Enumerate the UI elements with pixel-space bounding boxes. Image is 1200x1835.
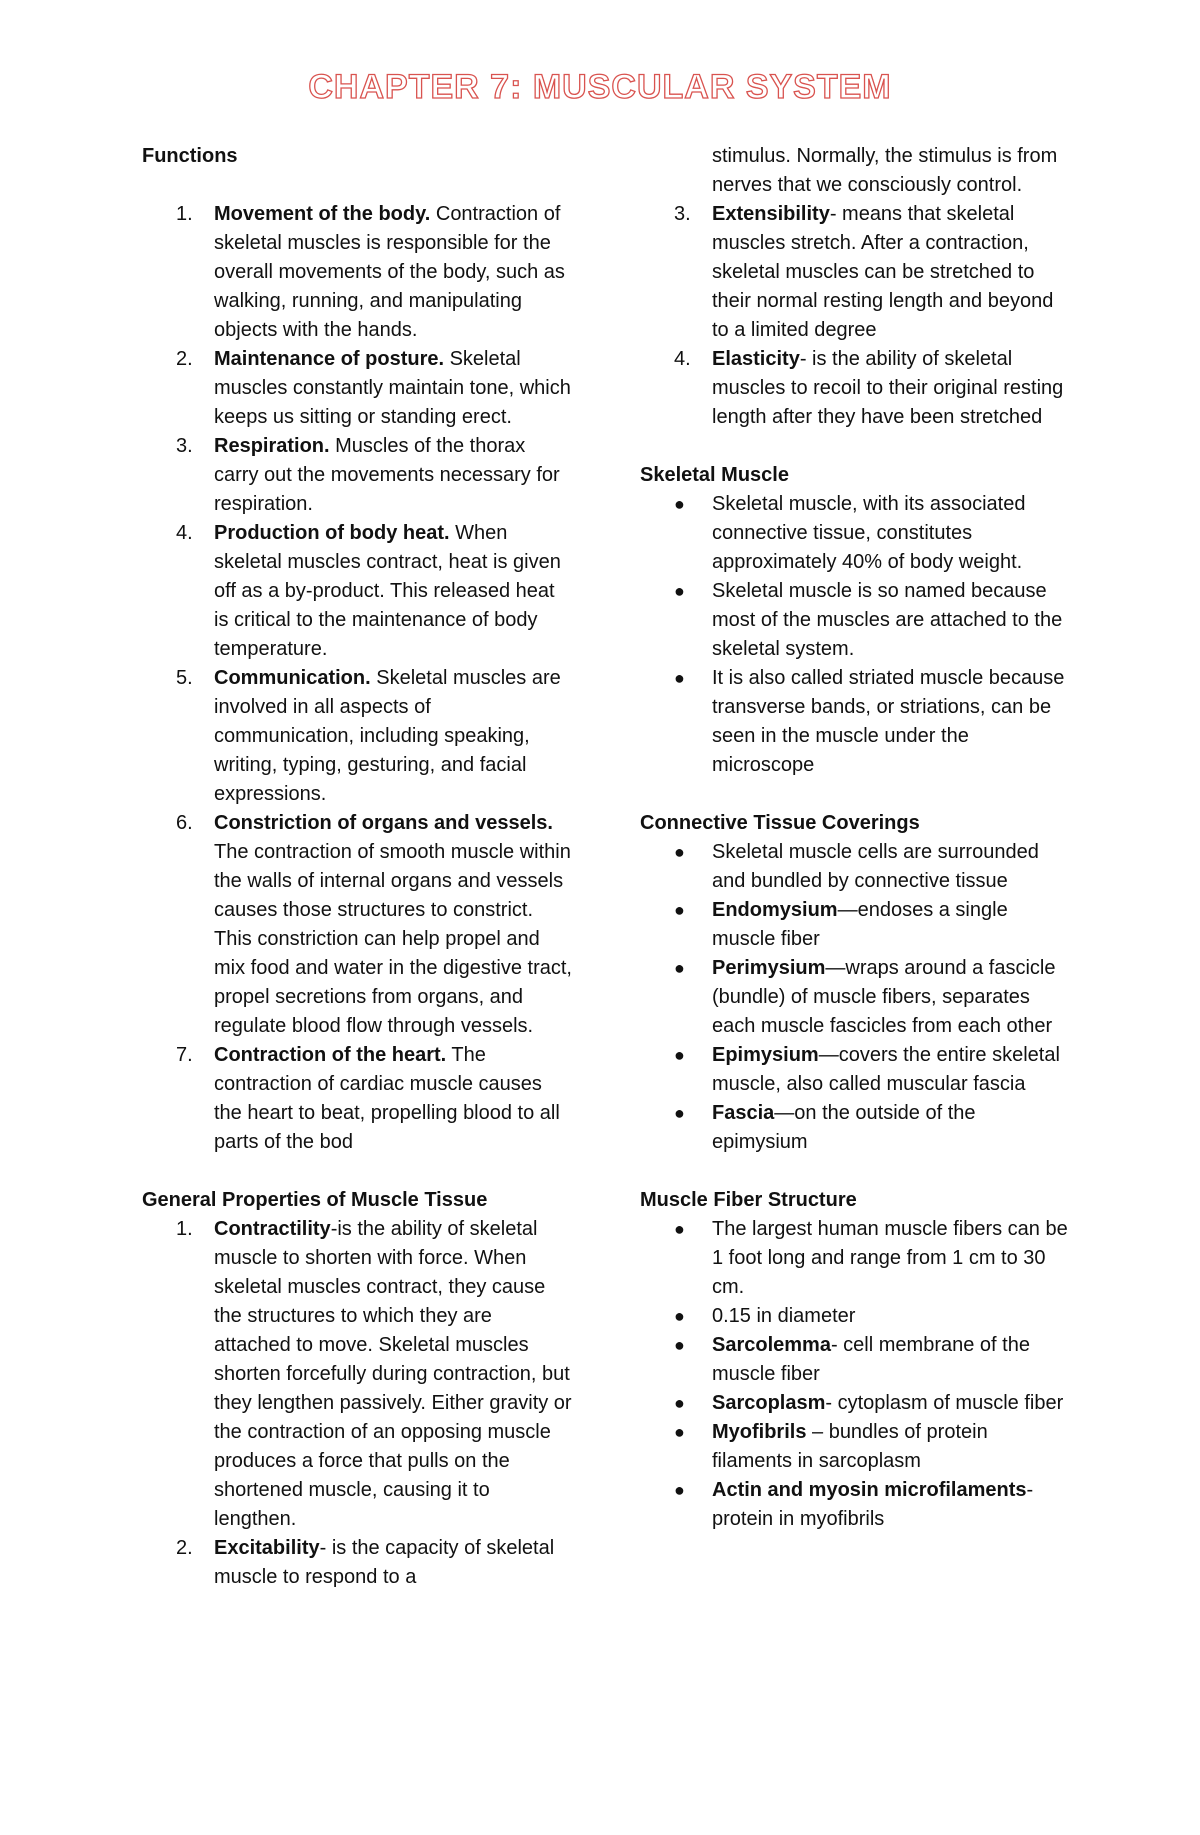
bullet-icon: ● xyxy=(674,1219,685,1239)
list-item: ● The largest human muscle fibers can be 1 foot long and range from 1 cm to 30 cm. xyxy=(640,1215,1070,1302)
list-item: 4. Production of body heat. When skeletal muscles contract, heat is given off as a by-product. This released heat is critical to the maintenance of body temperature. xyxy=(176,522,561,660)
functions-list xyxy=(142,200,572,1157)
list-item: 2. Excitability- is the capacity of skeletal muscle to respond to a xyxy=(176,1537,555,1588)
fiber-heading: Muscle Fiber Structure xyxy=(640,1189,857,1211)
properties-continuation: stimulus. Normally, the stimulus is from nerves that we consciously control. xyxy=(712,145,1058,196)
list-item: 3. Respiration. Muscles of the thorax carry out the movements necessary for respiration. xyxy=(176,435,560,515)
list-item: 1. Contractility-is the ability of skeletal muscle to shorten with force. When skeletal muscles contract, they cause the structures to which they are attached to move. Skeletal muscles shorten forcefully during contraction, but they lengthen passively. Either gravity or the contraction of an opposing muscle produces a force that pulls on the shortened muscle, causing it to lengthen. xyxy=(176,1218,572,1530)
list-item: 7. Contraction of the heart. The contraction of cardiac muscle causes the heart to beat, propelling blood to all parts of the bod xyxy=(176,1044,560,1153)
list-item: ● Actin and myosin microfilaments- protein in myofibrils xyxy=(640,1476,1070,1534)
connective-list xyxy=(640,838,1070,1157)
list-item: ● It is also called striated muscle because transverse bands, or striations, can be seen in the muscle under the microscope xyxy=(640,664,1070,780)
list-item: 3. Extensibility- means that skeletal muscles stretch. After a contraction, skeletal muscles can be stretched to their normal resting length and beyond to a limited degree xyxy=(674,203,1054,341)
bullet-icon: ● xyxy=(674,900,685,920)
list-item: ● Skeletal muscle cells are surrounded and bundled by connective tissue xyxy=(640,838,1070,896)
bullet-icon: ● xyxy=(674,1103,685,1123)
list-item: ● Sarcolemma- cell membrane of the muscle fiber xyxy=(640,1331,1070,1389)
list-item: ● Sarcoplasm- cytoplasm of muscle fiber xyxy=(640,1389,1070,1418)
properties-list-cont xyxy=(640,200,1070,432)
skeletal-heading: Skeletal Muscle xyxy=(640,464,789,486)
list-item: ● Perimysium—wraps around a fascicle (bundle) of muscle fibers, separates each muscle fascicles from each other xyxy=(640,954,1070,1041)
list-item: 1. Movement of the body. Contraction of skeletal muscles is responsible for the overall movements of the body, such as walking, running, and manipulating objects with the hands. xyxy=(176,203,565,341)
list-item: ● Endomysium—endoses a single muscle fiber xyxy=(640,896,1070,954)
bullet-icon: ● xyxy=(674,668,685,688)
connective-heading: Connective Tissue Coverings xyxy=(640,812,920,834)
properties-heading: General Properties of Muscle Tissue xyxy=(142,1189,488,1211)
bullet-icon: ● xyxy=(674,1335,685,1355)
functions-heading: Functions xyxy=(142,145,238,167)
bullet-icon: ● xyxy=(674,1422,685,1442)
right-column xyxy=(640,142,1070,1534)
properties-list xyxy=(142,1215,572,1592)
list-item: ● Skeletal muscle is so named because most of the muscles are attached to the skeletal system. xyxy=(640,577,1070,664)
bullet-icon: ● xyxy=(674,1480,685,1500)
list-item: 2. Maintenance of posture. Skeletal muscles constantly maintain tone, which keeps us sitting or standing erect. xyxy=(176,348,571,428)
bullet-icon: ● xyxy=(674,1393,685,1413)
bullet-icon: ● xyxy=(674,1306,685,1326)
skeletal-list xyxy=(640,490,1070,780)
bullet-icon: ● xyxy=(674,581,685,601)
bullet-icon: ● xyxy=(674,494,685,514)
list-item: ● Myofibrils – bundles of protein filaments in sarcoplasm xyxy=(640,1418,1070,1476)
fiber-list xyxy=(640,1215,1070,1534)
list-item: 5. Communication. Skeletal muscles are involved in all aspects of communication, including speaking, writing, typing, gesturing, and facial expressions. xyxy=(176,667,561,805)
list-item: 4. Elasticity- is the ability of skeletal muscles to recoil to their original resting length after they have been stretched xyxy=(674,348,1064,428)
list-item: 6. Constriction of organs and vessels. The contraction of smooth muscle within the walls of internal organs and vessels causes those structures to constrict. This constriction can help propel and mix food and water in the digestive tract, propel secretions from organs, and regulate blood flow through vessels. xyxy=(176,812,572,1037)
list-item: ● Fascia—on the outside of the epimysium xyxy=(640,1099,1070,1157)
bullet-icon: ● xyxy=(674,958,685,978)
list-item: ● Skeletal muscle, with its associated connective tissue, constitutes approximately 40% of body weight. xyxy=(640,490,1070,577)
page-title: CHAPTER 7: MUSCULAR SYSTEM xyxy=(308,68,892,106)
bullet-icon: ● xyxy=(674,842,685,862)
list-item: ● 0.15 in diameter xyxy=(640,1302,1070,1331)
left-column xyxy=(142,142,572,1592)
list-item: ● Epimysium—covers the entire skeletal muscle, also called muscular fascia xyxy=(640,1041,1070,1099)
bullet-icon: ● xyxy=(674,1045,685,1065)
